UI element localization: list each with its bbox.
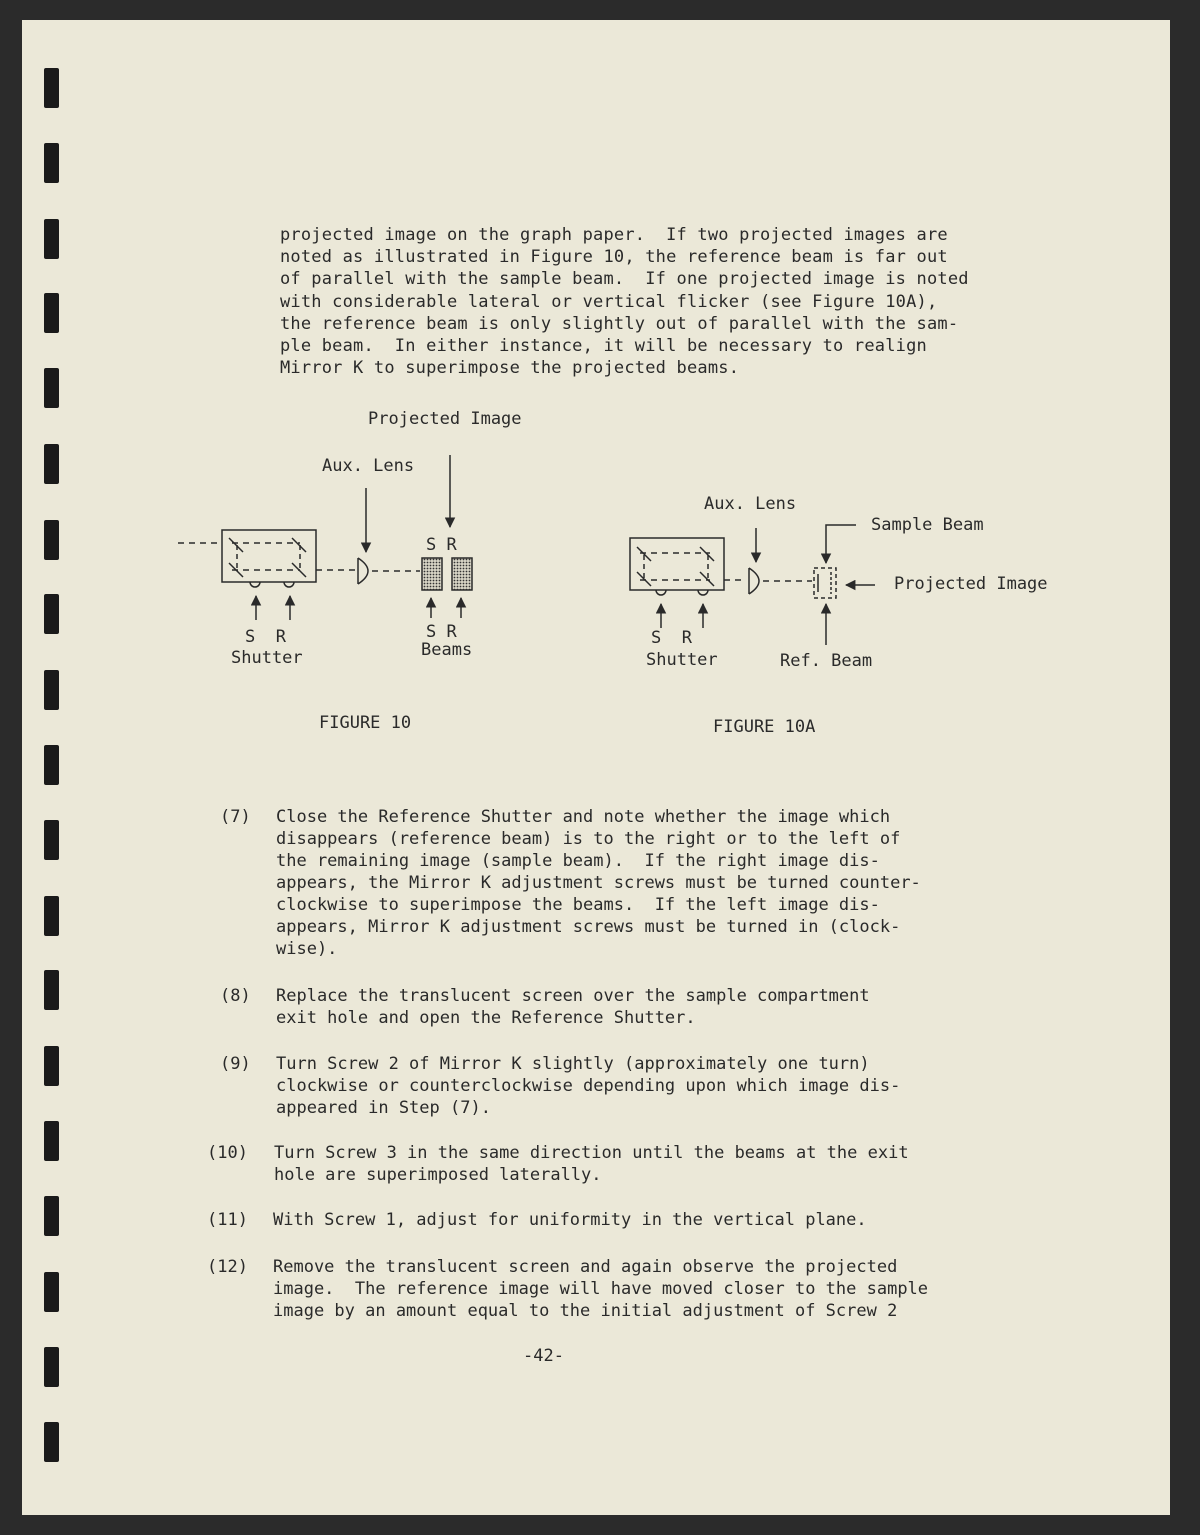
figure10a-label-aux-lens: Aux. Lens <box>704 494 797 514</box>
step-text: With Screw 1, adjust for uniformity in the vertical plane. <box>273 1210 867 1230</box>
binding-hole <box>44 970 59 1010</box>
binding-hole <box>44 219 59 259</box>
step-number: (11) <box>207 1210 248 1230</box>
step-text: Remove the translucent screen and again observe the projected image. The reference image will have moved closer to the sample image by an amount equal to the initial adjustment of Screw 2 <box>273 1257 929 1321</box>
binding-hole <box>44 1046 59 1086</box>
binding-hole <box>44 368 59 408</box>
binding-hole <box>44 143 59 183</box>
step-text: Close the Reference Shutter and note whether the image which disappears (reference beam) is to the right or to the left of the remaining image (sample beam). If the right image dis- appears, the Mirror K adjustment screws must be turned counter- clockwise to superimpose the beams. If the left image dis- appears, Mirror K adjustment screws must be turned in (clock- wise). <box>276 807 921 959</box>
binding-hole <box>44 896 59 936</box>
figure10-label-sr-beams: S R <box>426 622 457 642</box>
binding-hole <box>44 1121 59 1161</box>
binding-hole <box>44 670 59 710</box>
figure10-label-shutter: Shutter <box>231 648 303 668</box>
step-number: (9) <box>220 1054 251 1074</box>
step-text: Turn Screw 2 of Mirror K slightly (approximately one turn) clockwise or counterclockwise depending upon which image dis- appeared in Step (7). <box>276 1054 901 1118</box>
intro-paragraph: projected image on the graph paper. If two projected images are noted as illustrated in Figure 10, the reference beam is far out of parallel with the sample beam. If one projected image is noted with considerable lateral or vertical flicker (see Figure 10A), the reference beam is only slightly out of parallel with the sam- ple beam. In either instance, it will be necessary to realign Mirror K to superimpose the projected beams. <box>280 225 969 379</box>
figure10a-caption: FIGURE 10A <box>713 717 816 737</box>
step-number: (8) <box>220 986 251 1006</box>
binding-hole <box>44 1196 59 1236</box>
binding-hole <box>44 444 59 484</box>
step-text: Turn Screw 3 in the same direction until the beams at the exit hole are superimposed laterally. <box>274 1143 909 1185</box>
figure10-label-sr-top: S R <box>426 535 457 555</box>
binding-hole <box>44 1272 59 1312</box>
binding-hole <box>44 745 59 785</box>
step-number: (7) <box>220 807 251 827</box>
figure10-label-sr-shutter: S R <box>245 627 286 647</box>
binding-hole <box>44 820 59 860</box>
binding-hole <box>44 293 59 333</box>
binding-hole <box>44 520 59 560</box>
binding-hole <box>44 68 59 108</box>
binding-hole <box>44 1347 59 1387</box>
binding-holes <box>44 0 64 1535</box>
page-number: -42- <box>523 1346 564 1366</box>
step-text: Replace the translucent screen over the sample compartment exit hole and open the Reference Shutter. <box>276 986 870 1028</box>
figure10-label-projected-image: Projected Image <box>368 409 522 429</box>
figure10a-label-shutter: Shutter <box>646 650 718 670</box>
step-number: (10) <box>207 1143 248 1163</box>
figure10a-label-sample-beam: Sample Beam <box>871 515 984 535</box>
figure10a-label-sr-shutter: S R <box>651 628 692 648</box>
figure10-label-aux-lens: Aux. Lens <box>322 456 415 476</box>
figure10-label-beams: Beams <box>421 640 473 660</box>
figure10a-label-projected-image: Projected Image <box>894 574 1048 594</box>
figure10a-label-ref-beam: Ref. Beam <box>780 651 873 671</box>
binding-hole <box>44 1422 59 1462</box>
binding-hole <box>44 594 59 634</box>
step-number: (12) <box>207 1257 248 1277</box>
figure10-caption: FIGURE 10 <box>319 713 412 733</box>
